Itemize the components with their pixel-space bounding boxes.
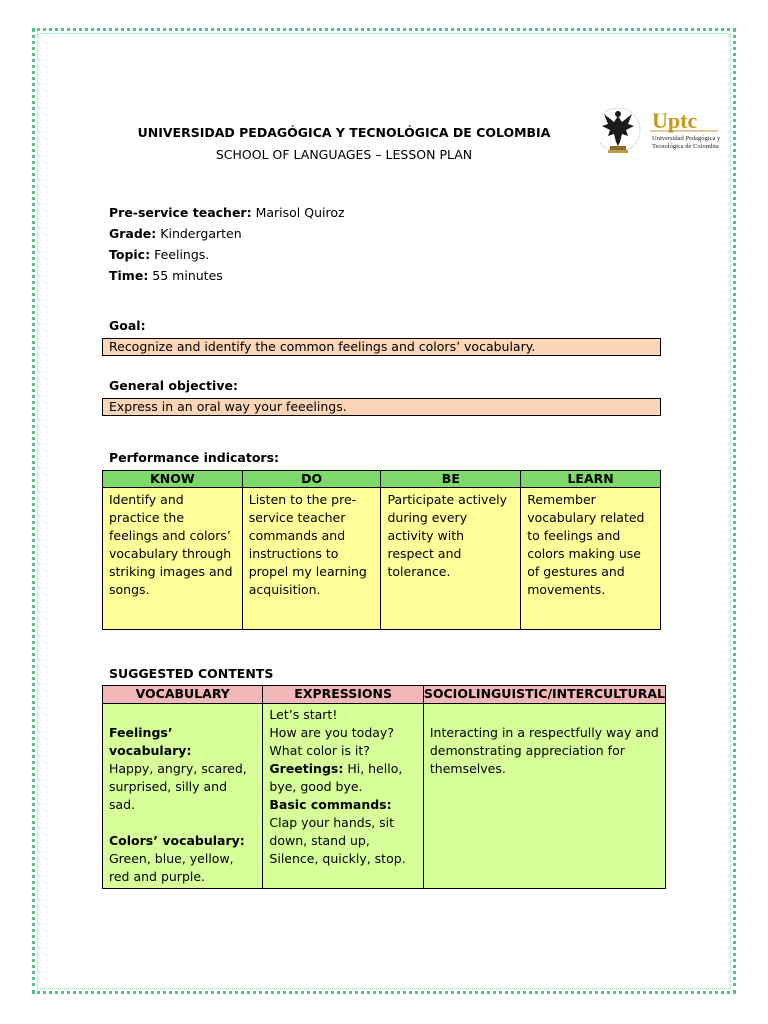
content-header-expressions: EXPRESSIONS bbox=[263, 686, 423, 704]
eagle-crest-icon bbox=[600, 102, 720, 162]
uptc-logo bbox=[600, 102, 720, 162]
objective-label: General objective: bbox=[109, 378, 238, 393]
objective-box: Express in an oral way your feeelings. bbox=[102, 398, 661, 416]
svg-text:Tecnológica de Colombia: Tecnológica de Colombia bbox=[652, 143, 719, 150]
info-teacher: Pre-service teacher: Marisol Quiroz bbox=[109, 205, 345, 220]
commands-text: Clap your hands, sit down, stand up, Silence, quickly, stop. bbox=[269, 815, 406, 866]
goal-box: Recognize and identify the common feelings and colors’ vocabulary. bbox=[102, 338, 661, 356]
socio-cell bbox=[423, 704, 665, 889]
feelings-vocab-text: Happy, angry, scared, surprised, silly and sad. bbox=[109, 761, 247, 812]
info-grade: Grade: Kindergarten bbox=[109, 226, 242, 241]
university-title: UNIVERSIDAD PEDAGÓGICA Y TECNOLÓGICA DE COLOMBIA bbox=[137, 125, 551, 140]
vocabulary-cell bbox=[103, 704, 263, 889]
perf-cell-be: Participate actively during every activity with respect and tolerance. bbox=[381, 488, 521, 630]
greetings-line: Greetings: Hi, hello, bye, good bye. bbox=[269, 761, 403, 794]
contents-table bbox=[102, 685, 666, 889]
performance-label: Performance indicators: bbox=[109, 450, 280, 465]
contents-label: SUGGESTED CONTENTS bbox=[109, 666, 274, 681]
document-header bbox=[0, 122, 688, 166]
expression-line: What color is it? bbox=[269, 743, 370, 758]
performance-table bbox=[102, 470, 661, 630]
svg-text:Universidad Pedagógica y: Universidad Pedagógica y bbox=[652, 135, 720, 142]
goal-label: Goal: bbox=[109, 318, 146, 333]
content-header-vocabulary: VOCABULARY bbox=[103, 686, 263, 704]
info-topic: Topic: Feelings. bbox=[109, 247, 210, 262]
perf-header-do: DO bbox=[242, 471, 381, 488]
commands-label: Basic commands: bbox=[269, 797, 392, 812]
feelings-vocab-label: Feelings’ vocabulary: bbox=[109, 725, 192, 758]
perf-header-learn: LEARN bbox=[521, 471, 661, 488]
perf-header-know: KNOW bbox=[103, 471, 243, 488]
perf-cell-do: Listen to the pre-service teacher commands and instructions to propel my learning acquisition. bbox=[242, 488, 381, 630]
lesson-plan-title: SCHOOL OF LANGUAGES – LESSON PLAN bbox=[215, 147, 473, 162]
perf-header-be: BE bbox=[381, 471, 521, 488]
svg-text:Uptc: Uptc bbox=[652, 108, 698, 133]
lesson-info bbox=[109, 202, 345, 286]
colors-vocab-text: Green, blue, yellow, red and purple. bbox=[109, 851, 234, 884]
expressions-cell bbox=[263, 704, 423, 889]
info-time: Time: 55 minutes bbox=[109, 268, 223, 283]
perf-cell-learn: Remember vocabulary related to feelings and colors making use of gestures and movements. bbox=[521, 488, 661, 630]
expression-line: Let’s start! bbox=[269, 707, 338, 722]
socio-text: Interacting in a respectfully way and demonstrating appreciation for themselves. bbox=[429, 725, 659, 776]
content-header-socio: SOCIOLINGUISTIC/INTERCULTURAL bbox=[423, 686, 665, 704]
expression-line: How are you today? bbox=[269, 725, 394, 740]
perf-cell-know: Identify and practice the feelings and colors’ vocabulary through striking images and songs. bbox=[103, 488, 243, 630]
colors-vocab-label: Colors’ vocabulary: bbox=[109, 833, 245, 848]
